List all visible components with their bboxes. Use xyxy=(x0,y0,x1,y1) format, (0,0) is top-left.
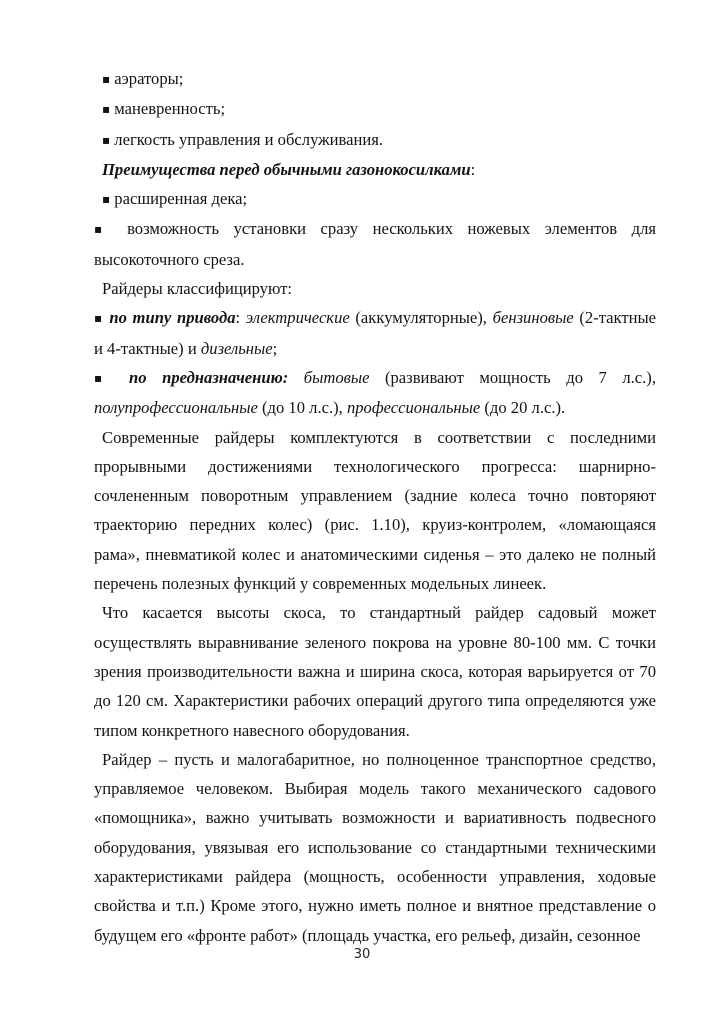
bullet-icon: ▪ xyxy=(94,370,114,385)
page-number: 30 xyxy=(353,947,371,962)
list-item-aerators: ▪ аэраторы; xyxy=(102,69,184,88)
paragraph-modern-riders: Современные райдеры комплектуются в соответствии с последними прорывными достижениями технологического прогресса: шарнирно-сочлененным поворотным управлением (задние колеса точно повторяют траекторию передних колес) (рис. 1.10), круиз-контролем, «ломающаяся рама», пневматикой колес и анатомическими сиденья – это далеко не полный перечень полезных функций у современных модельных линеек. xyxy=(94,427,656,594)
list-item-drive-type: ▪ по типу привода: электрические (аккумуляторные), бензиновые (2-тактные и 4-тактные) и дизельные; xyxy=(94,308,657,358)
list-item-blades: ▪ возможность установки сразу нескольких ножевых элементов для высокоточного среза. xyxy=(94,219,657,269)
classification-intro: Райдеры классифицируют: xyxy=(102,279,293,299)
list-item-purpose: ▪ по предназначению: бытовые (развивают мощность до 7 л.с.), полупрофессиональные (до 10 л.с.), профессиональные (до 20 л.с.). xyxy=(94,367,656,418)
bullet-icon: ▪ xyxy=(102,102,111,117)
paragraph-cut-height: Что касается высоты скоса, то стандартный райдер садовый может осуществлять выравнивание зеленого покрова на уровне 80-100 мм. С точки зрения производительности важна и ширина скоса, которая варьируется от 70 до 120 см. Характеристики рабочих операций другого типа определяются уже типом конкретного навесного оборудования. xyxy=(94,603,656,740)
bullet-icon: ▪ xyxy=(102,192,111,207)
bullet-icon: ▪ xyxy=(94,311,104,326)
bullet-icon: ▪ xyxy=(94,222,113,237)
list-item-maneuverability: ▪ маневренность; xyxy=(102,99,226,119)
list-item-deck: ▪ расширенная дека; xyxy=(102,189,248,209)
bullet-icon: ▪ xyxy=(102,72,111,86)
document-body xyxy=(94,64,657,950)
bullet-icon: ▪ xyxy=(102,132,111,147)
advantages-heading: Преимущества перед обычными газонокосилками: xyxy=(102,159,476,179)
paragraph-rider-choice: Райдер – пусть и малогабаритное, но полноценное транспортное средство, управляемое человеком. Выбирая модель такого механического садового «помощника», важно учитывать возможности и вариативность подвесного оборудования, увязывая его использование со стандартными техническими характеристиками райдера (мощность, особенности управления, ходовые свойства и т.п.) Кроме этого, нужно иметь полное и внятное представление о будущем его «фронте работ» (площадь участка, его рельеф, дизайн, сезонное xyxy=(94,749,656,945)
list-item-ease: ▪ легкость управления и обслуживания. xyxy=(102,129,384,149)
